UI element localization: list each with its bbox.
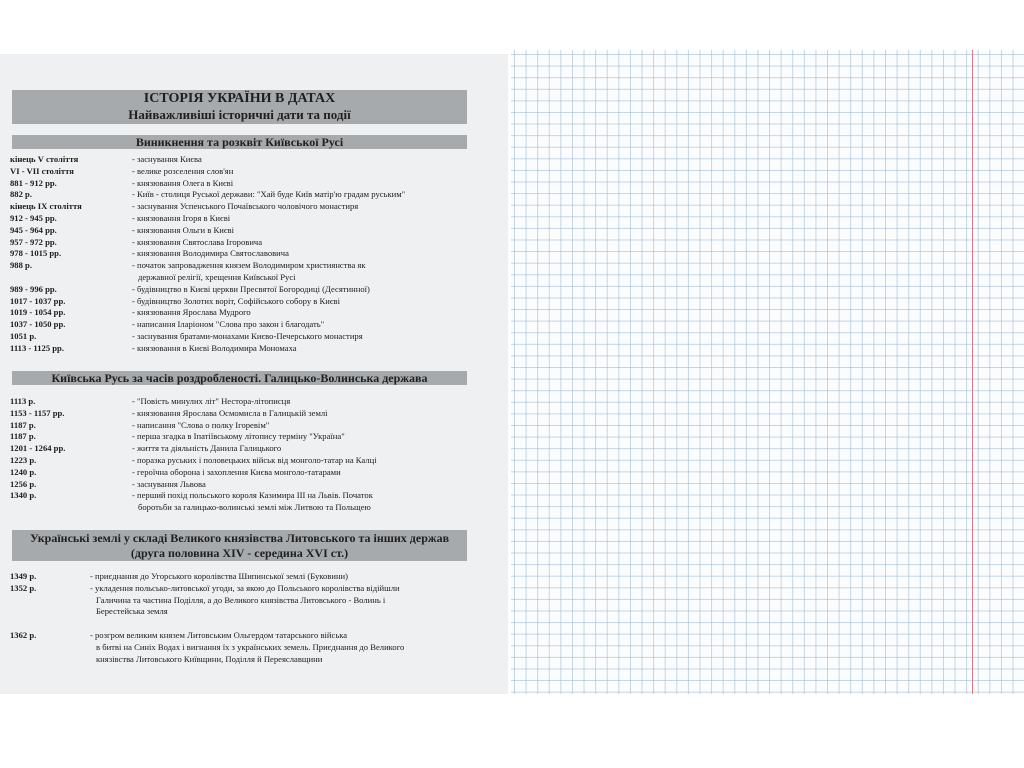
row-event: в битві на Синіх Водах і вигнання їх з українських земель. Приєднання до Великого <box>96 641 405 652</box>
row-event: - князювання Святослава Ігоровича <box>132 236 263 247</box>
row-event: - приєднання до Угорського королівства Шипинської землі (Буковини) <box>90 571 349 581</box>
row-date: 881 - 912 рр. <box>10 177 57 188</box>
row-event: - заснування братами-монахами Києво-Печерського монастиря <box>132 330 363 341</box>
row-event: Галичина та частина Поділля, а до Великого князівства Литовського - Волинь і <box>96 594 386 605</box>
row-date: 945 - 964 рр. <box>10 224 57 235</box>
row-date: кінець V століття <box>10 154 79 164</box>
page-title-bar <box>12 90 467 124</box>
row-date: 1019 - 1054 рр. <box>10 307 66 318</box>
row-event: - написання "Слова о полку Ігоревім" <box>132 419 270 430</box>
row-event: - заснування Києва <box>132 154 202 164</box>
row-date: 1113 - 1125 рр. <box>10 342 64 353</box>
row-date: 882 р. <box>10 189 32 200</box>
row-event: - князювання Ярослава Осмомисла в Галицькій землі <box>132 407 328 418</box>
row-event: - написання Іларіоном "Слова про закон і благодать" <box>132 319 325 330</box>
row-event: - початок запровадження князем Володимиром християнства як <box>132 260 366 271</box>
row-date: 1256 р. <box>10 478 37 489</box>
row-event: - князювання Ольги в Києві <box>132 224 234 235</box>
row-event: - перша згадка в Іпатіївському літопису терміну "Україна" <box>132 431 345 442</box>
grid-paper-page <box>511 50 1024 694</box>
row-date: 1349 р. <box>10 571 37 581</box>
row-date: 1240 р. <box>10 466 37 477</box>
row-event: боротьби за галицько-волинські землі між Литвою та Польщею <box>138 502 371 513</box>
row-date: 1340 р. <box>10 490 37 501</box>
row-date: VI - VII століття <box>10 165 74 176</box>
row-event: князівства Литовського Київщини, Поділля й Переяславщини <box>96 653 323 664</box>
row-date: 1223 р. <box>10 454 37 465</box>
row-date: 989 - 996 рр. <box>10 283 57 294</box>
section-heading-line-1: Українські землі у складі Великого князівства Литовського та інших держав <box>29 531 450 545</box>
row-date: 1017 - 1037 рр. <box>10 295 66 306</box>
row-event: - князювання Ігоря в Києві <box>132 212 231 223</box>
row-date: 1201 - 1264 рр. <box>10 443 66 454</box>
row-event: - перший похід польського короля Казимира ІІІ на Львів. Початок <box>132 490 373 501</box>
row-date: 978 - 1015 рр. <box>10 248 62 259</box>
row-event: державної релігії, хрещення Київської Русі <box>138 271 296 282</box>
row-event: - князювання Ярослава Мудрого <box>132 307 251 318</box>
row-event: - велике розселення слов'ян <box>132 165 234 176</box>
section-heading-lithuanian <box>12 530 467 561</box>
row-event: - поразка руських і половецьких військ від монголо-татар на Калці <box>132 454 377 465</box>
row-event: Берестейська земля <box>96 606 168 617</box>
row-event: - "Повість минулих літ" Нестора-літописця <box>132 396 291 406</box>
row-event: - розгром великим князем Литовським Ольгердом татарського війська <box>90 629 348 640</box>
row-event: - князювання Володимира Святославовича <box>132 248 289 259</box>
row-date: 912 - 945 рр. <box>10 212 57 223</box>
section-heading-line-2: (друга половина XIV - середина XVI ст.) <box>130 546 349 560</box>
row-date: 1051 р. <box>10 330 37 341</box>
row-date: 1113 р. <box>10 396 36 406</box>
row-event: - князювання Олега в Києві <box>132 177 234 188</box>
row-date: 957 - 972 рр. <box>10 236 57 247</box>
row-date: 1187 р. <box>10 419 36 430</box>
row-event: - укладення польсько-литовської угоди, за якою до Польського королівства відійшли <box>90 582 400 593</box>
row-date: кінець IX століття <box>10 201 82 212</box>
row-event: - життя та діяльність Данила Галицького <box>132 443 282 454</box>
page-subtitle: Найважливіші історичні дати та події <box>128 107 351 122</box>
row-event: - героїчна оборона і захоплення Києва монголо-татарами <box>132 466 341 477</box>
row-date: 1153 - 1157 рр. <box>10 407 65 418</box>
row-date: 1352 р. <box>10 582 37 593</box>
row-event: - заснування Львова <box>132 478 206 489</box>
row-date: 988 р. <box>10 260 32 271</box>
row-event: - заснування Успенського Почаївського чоловічого монастиря <box>132 201 359 212</box>
page-title: ІСТОРІЯ УКРАЇНИ В ДАТАХ <box>143 91 336 106</box>
row-date: 1037 - 1050 рр. <box>10 319 66 330</box>
row-date: 1187 р. <box>10 431 36 442</box>
row-event: - князювання в Києві Володимира Мономаха <box>132 342 297 353</box>
row-date: 1362 р. <box>10 629 37 640</box>
margin-line <box>972 50 973 694</box>
row-event: - Київ - столиця Руської держави: "Хай буде Київ матір'ю градам руським" <box>132 189 406 200</box>
row-event: - будівництво Золотих воріт, Софійського собору в Києві <box>132 295 340 306</box>
section-heading-fragmentation: Київська Русь за часів роздробленості. Галицько-Волинська держава <box>12 371 467 385</box>
row-event: - будівництво в Києві церкви Пресвятої Богородиці (Десятинної) <box>132 283 370 294</box>
section-heading-kyivan-rus: Виникнення та розквіт Київської Русі <box>12 135 467 149</box>
